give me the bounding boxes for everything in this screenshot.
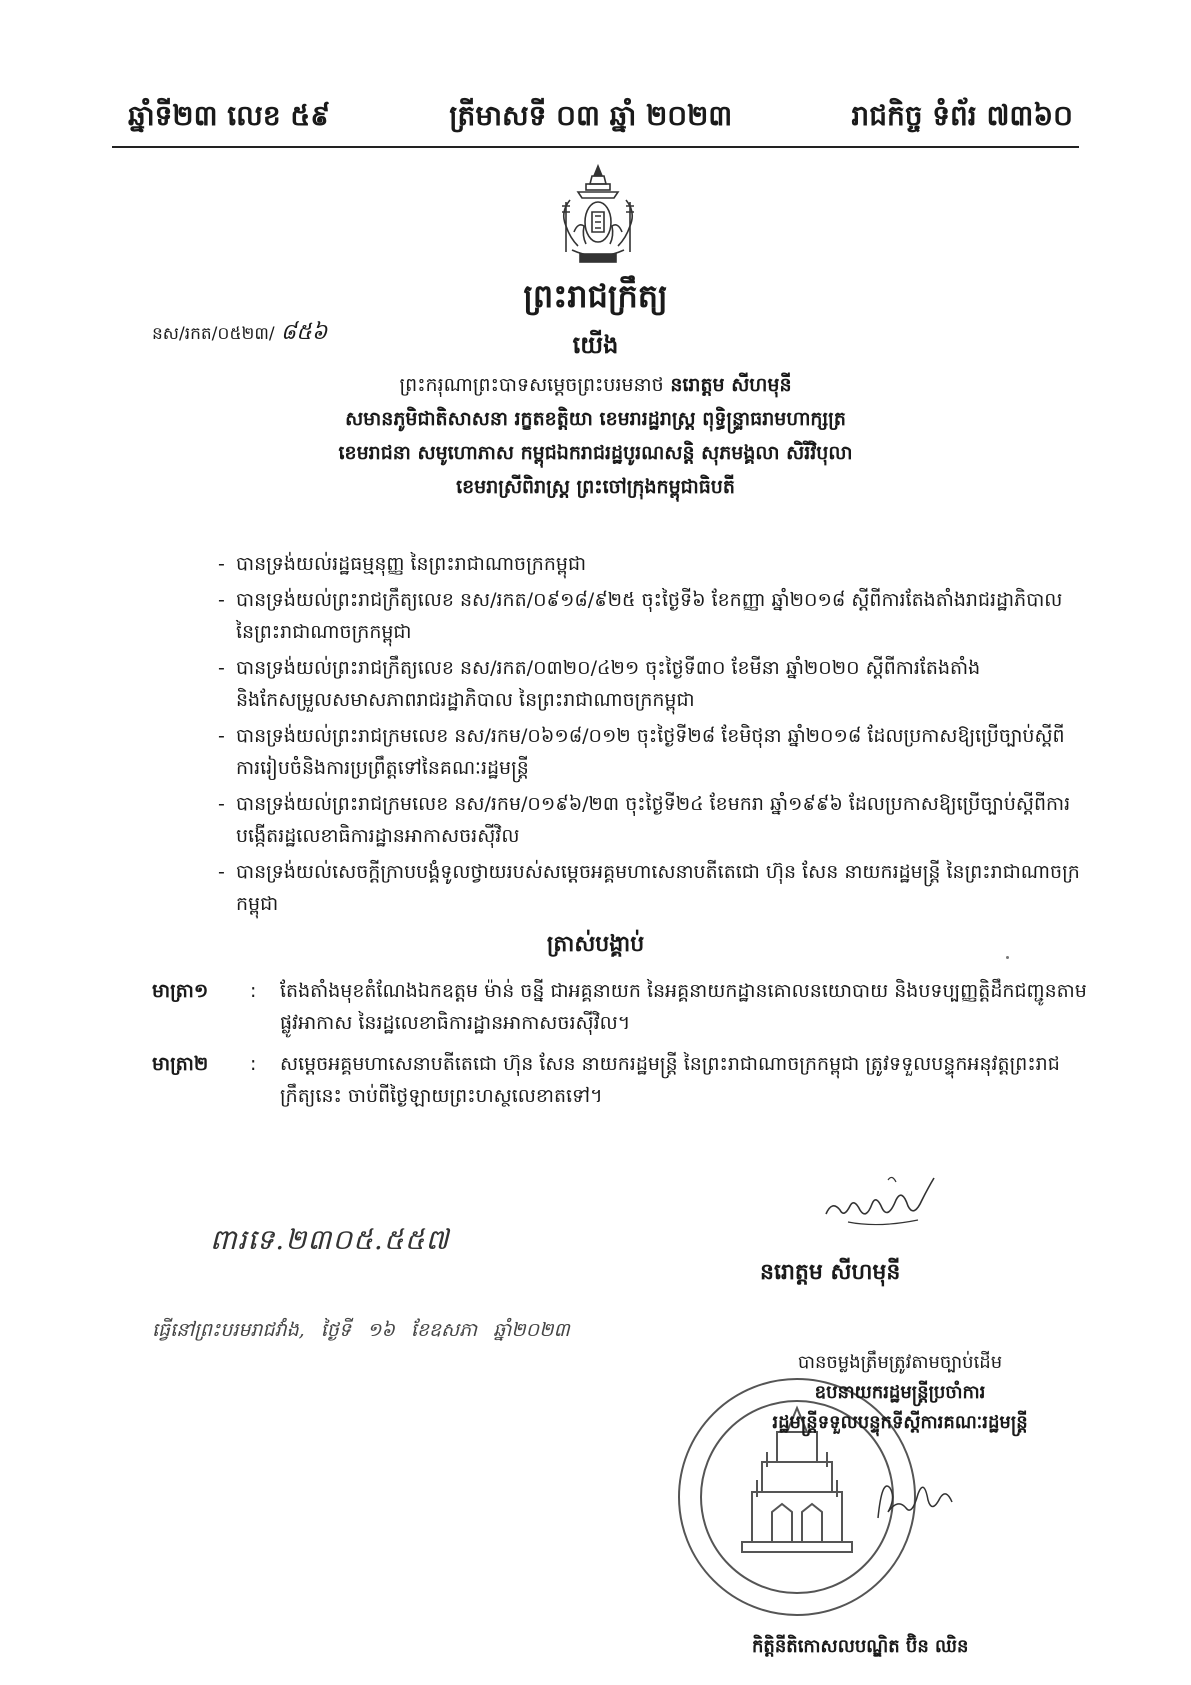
consideration-item: - បានទ្រង់យល់ព្រះរាជក្រឹត្យលេខ នស/រកត/០៩១៨/៩២៥ ចុះថ្ងៃទី៦ ខែកញ្ញា ឆ្នាំ២០១៨ ស្តីពីការតែងតាំងរាជរដ្ឋាភិបាល នៃព្រះរាជាណាចក្រកម្ពុជា (218, 589, 1063, 643)
consideration-item: - បានទ្រង់យល់ព្រះរាជក្រមលេខ នស/រកម/០៦១៨/០១២ ចុះថ្ងៃទី២៨ ខែមិថុនា ឆ្នាំ២០១៨ ដែលប្រកាសឱ្យប្រើច្បាប់ស្តីពីការរៀបចំនិងការប្រព្រឹត្តទៅនៃគណៈរដ្ឋមន្ត្រី (218, 725, 1065, 779)
minister-signature (868, 1468, 958, 1528)
decree-title: ព្រះរាជក្រឹត្យ (523, 277, 668, 315)
consideration-item: - បានទ្រង់យល់សេចក្តីក្រាបបង្គំទូលថ្វាយរបស់សម្តេចអគ្គមហាសេនាបតីតេជោ ហ៊ុន សែន នាយករដ្ឋមន្ត្រី នៃព្រះរាជាណាចក្រកម្ពុជា (218, 861, 1080, 915)
royal-titles (0, 368, 1191, 504)
royal-title-line-2: សមានភូមិជាតិសាសនា រក្ខតខត្តិយា ខេមរារដ្ឋរាស្ត្រ ពុទ្ធិន្ទ្រាធរាមហាក្សត្រ (345, 408, 846, 430)
consideration-item: - បានទ្រង់យល់រដ្ឋធម្មនុញ្ញ នៃព្រះរាជាណាចក្រកម្ពុជា (218, 553, 587, 575)
we-heading: យើង (572, 331, 619, 359)
article-text: សម្តេចអគ្គមហាសេនាបតីតេជោ ហ៊ុន សែន នាយករដ្ឋមន្ត្រី នៃព្រះរាជាណាចក្រកម្ពុជា ត្រូវទទួលបន្ទុកអនុវត្តព្រះរាជក្រឹត្យនេះ ចាប់ពីថ្ងៃឡាយព្រះហស្ថលេខាតទៅ។ (280, 1053, 1060, 1107)
gazette-header (128, 92, 1073, 144)
header-divider (112, 146, 1079, 148)
royal-coat-of-arms-icon (548, 162, 648, 272)
royal-title-prefix: ព្រះករុណាព្រះបាទសម្តេចព្រះបរមនាថ (399, 374, 664, 396)
article-label: មាត្រា២ (152, 1053, 209, 1075)
gazette-volume: ឆ្នាំទី២៣ លេខ ៥៩ (128, 98, 331, 132)
king-name: នរោត្តម សីហមុនី (760, 1260, 901, 1285)
place-date: ធ្វើនៅព្រះបរមរាជវាំង, ថ្ងៃទី ១៦ ខែឧសភា ឆ្នាំ២០២៣ (152, 1319, 570, 1341)
decides-heading: ត្រាស់បង្គាប់ (546, 932, 645, 957)
deputy-pm-line: ឧបនាយករដ្ឋមន្ត្រីប្រចាំការ (814, 1382, 986, 1403)
gazette-quarter: ត្រីមាសទី ០៣ ឆ្នាំ ២០២៣ (449, 98, 733, 132)
certified-copy-line: បានចម្លងត្រឹមត្រូវតាមច្បាប់ដើម (797, 1352, 1003, 1373)
countersign-block (700, 1348, 1100, 1438)
considerations-list (218, 548, 1080, 924)
consideration-item: - បានទ្រង់យល់ព្រះរាជក្រឹត្យលេខ នស/រកត/០៣២០/៤២១ ចុះថ្ងៃទី៣០ ខែមីនា ឆ្នាំ២០២០ ស្តីពីការតែងតាំង និងកែសម្រួលសមាសភាពរាជរដ្ឋាភិបាល នៃព្រះរាជាណាចក្រកម្ពុជា (218, 657, 981, 711)
reference-code: នស/រកត/០៥២៣/ (152, 324, 275, 344)
article-label: មាត្រា១ (152, 980, 209, 1002)
royal-title-line-1 (0, 368, 1191, 402)
minister-title-line: រដ្ឋមន្ត្រីទទួលបន្ទុកទីស្តីការគណៈរដ្ឋមន្ត្រី (772, 1412, 1028, 1433)
royal-signature (818, 1170, 938, 1230)
royal-title-name: នរោត្តម សីហមុនី (670, 374, 792, 396)
handwritten-reference: ពារទេ.២៣០៥.៥៥៧ (210, 1223, 450, 1256)
article-text: តែងតាំងមុខតំណែងឯកឧត្តម ម៉ាន់ ចន្នី ជាអគ្គនាយក នៃអគ្គនាយកដ្ឋានគោលនយោបាយ និងបទប្បញ្ញត្តិដឹកជញ្ជូនតាមផ្លូវអាកាស នៃរដ្ឋលេខាធិការដ្ឋានអាកាសចរស៊ីវិល។ (280, 980, 1087, 1034)
minister-name: កិត្តិនីតិកោសលបណ្ឌិត ប៊ិន ឈិន (752, 1636, 969, 1657)
royal-title-line-3: ខេមរាជនា សមូហោភាស កម្ពុជឯករាជរដ្ឋបូរណសន្តិ សុភមង្គលា សិរីវិបុលា (338, 442, 853, 464)
stray-mark (1006, 956, 1009, 959)
reference-number: ៨៥៦ (280, 320, 328, 345)
article-2: មាត្រា២ : សម្តេចអគ្គមហាសេនាបតីតេជោ ហ៊ុន សែន នាយករដ្ឋមន្ត្រី នៃព្រះរាជាណាចក្រកម្ពុជា ត្រូវទទួលបន្ទុកអនុវត្តព្រះរាជក្រឹត្យនេះ ចាប់ពីថ្ងៃឡាយព្រះហស្ថលេខាតទៅ។ (152, 1048, 1090, 1112)
article-1: មាត្រា១ : តែងតាំងមុខតំណែងឯកឧត្តម ម៉ាន់ ចន្នី ជាអគ្គនាយក នៃអគ្គនាយកដ្ឋានគោលនយោបាយ និងបទប្បញ្ញត្តិដឹកជញ្ជូនតាមផ្លូវអាកាស នៃរដ្ឋលេខាធិការដ្ឋានអាកាសចរស៊ីវិល។ (152, 975, 1090, 1039)
royal-title-line-4: ខេមរាស្រីពិរាស្ត្រ ព្រះចៅក្រុងកម្ពុជាធិបតី (456, 476, 735, 498)
consideration-item: - បានទ្រង់យល់ព្រះរាជក្រមលេខ នស/រកម/០១៩៦/២៣ ចុះថ្ងៃទី២៤ ខែមករា ឆ្នាំ១៩៩៦ ដែលប្រកាសឱ្យប្រើច្បាប់ស្តីពីការបង្កើតរដ្ឋលេខាធិការដ្ឋានអាកាសចរស៊ីវិល (218, 793, 1071, 847)
gazette-page: រាជកិច្ច ទំព័រ ៧៣៦០ (851, 98, 1073, 132)
